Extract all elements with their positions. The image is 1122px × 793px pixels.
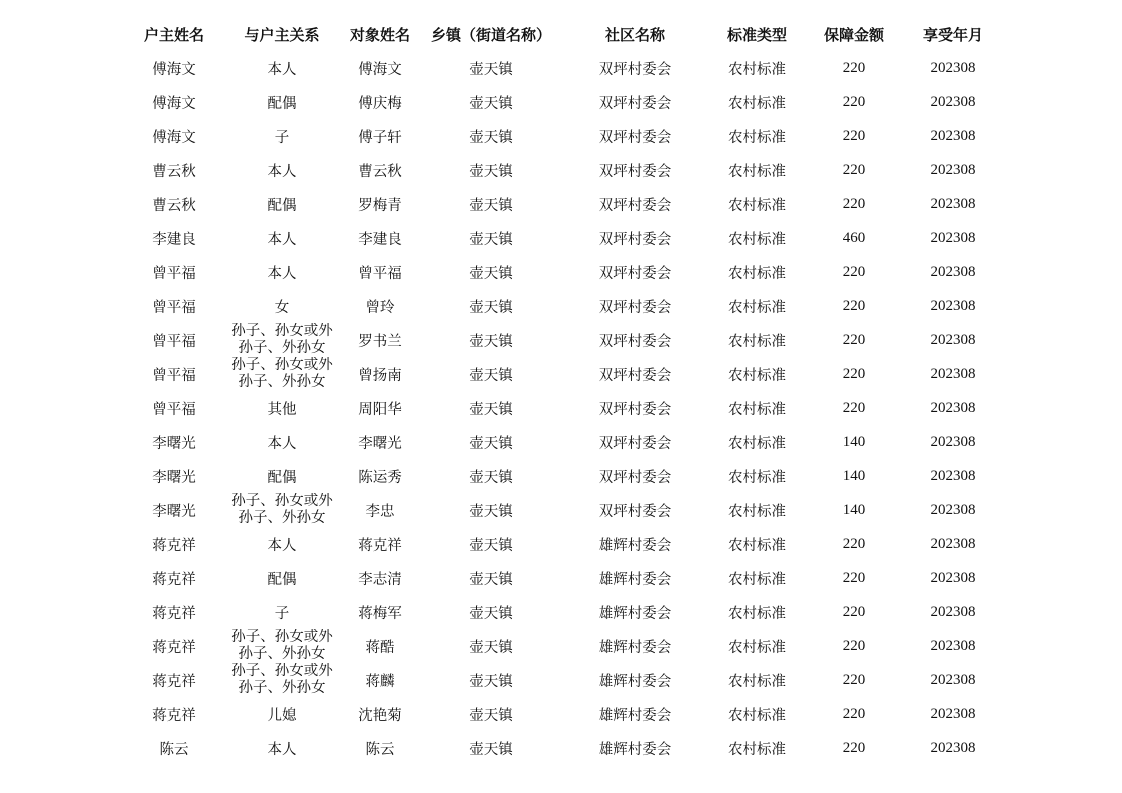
cell-month: 202308 [930, 331, 976, 348]
table-row [121, 153, 1001, 187]
cell-township: 壶天镇 [469, 367, 513, 384]
table-row [121, 85, 1001, 119]
cell-community: 双坪村委会 [598, 299, 672, 316]
cell-householder-name: 李曙光 [152, 503, 196, 520]
cell-standard-type: 农村标准 [728, 265, 786, 282]
cell-householder-name: 李建良 [152, 231, 196, 248]
cell-standard-type: 农村标准 [728, 163, 786, 180]
cell-month: 202308 [930, 127, 976, 144]
cell-township: 壶天镇 [469, 333, 513, 350]
cell-month: 202308 [930, 637, 976, 654]
header-relationship: 与户主关系 [244, 25, 320, 44]
cell-recipient-name: 曹云秋 [358, 163, 402, 180]
table-row [121, 255, 1001, 289]
cell-township: 壶天镇 [469, 61, 513, 78]
cell-standard-type: 农村标准 [728, 401, 786, 418]
cell-amount: 140 [842, 467, 866, 484]
cell-standard-type: 农村标准 [728, 673, 786, 690]
cell-township: 壶天镇 [469, 435, 513, 452]
cell-householder-name: 傅海文 [152, 61, 196, 78]
table-row [121, 527, 1001, 561]
header-community: 社区名称 [604, 25, 665, 44]
cell-township: 壶天镇 [469, 605, 513, 622]
cell-month: 202308 [930, 365, 976, 382]
cell-amount: 140 [842, 433, 866, 450]
cell-relationship [227, 663, 337, 697]
cell-relationship: 子 [274, 605, 290, 622]
cell-standard-type: 农村标准 [728, 129, 786, 146]
cell-relationship: 女 [274, 299, 290, 316]
cell-recipient-name: 曾扬南 [358, 367, 402, 384]
cell-month: 202308 [930, 433, 976, 450]
cell-month: 202308 [930, 603, 976, 620]
cell-month: 202308 [930, 399, 976, 416]
table-row [121, 459, 1001, 493]
cell-householder-name: 蒋克祥 [152, 537, 196, 554]
table-row [121, 289, 1001, 323]
cell-amount: 220 [842, 603, 866, 620]
cell-month: 202308 [930, 229, 976, 246]
cell-householder-name: 李曙光 [152, 435, 196, 452]
cell-recipient-name: 罗梅青 [358, 197, 402, 214]
cell-relationship: 本人 [267, 435, 297, 452]
relationship-text: 孙子、孙女或外孙子、外孙女 [231, 629, 333, 662]
cell-householder-name: 曾平福 [152, 265, 196, 282]
cell-relationship: 子 [274, 129, 290, 146]
table-row [121, 493, 1001, 527]
cell-month: 202308 [930, 161, 976, 178]
cell-community: 双坪村委会 [598, 333, 672, 350]
cell-township: 壶天镇 [469, 95, 513, 112]
cell-township: 壶天镇 [469, 299, 513, 316]
cell-township: 壶天镇 [469, 673, 513, 690]
cell-householder-name: 傅海文 [152, 95, 196, 112]
subsidy-table [121, 17, 1001, 765]
cell-amount: 140 [842, 501, 866, 518]
cell-community: 双坪村委会 [598, 401, 672, 418]
cell-township: 壶天镇 [469, 537, 513, 554]
cell-community: 雄辉村委会 [598, 571, 672, 588]
cell-township: 壶天镇 [469, 401, 513, 418]
cell-standard-type: 农村标准 [728, 367, 786, 384]
cell-amount: 220 [842, 297, 866, 314]
cell-township: 壶天镇 [469, 129, 513, 146]
cell-community: 雄辉村委会 [598, 707, 672, 724]
relationship-text: 孙子、孙女或外孙子、外孙女 [231, 663, 333, 696]
cell-standard-type: 农村标准 [728, 571, 786, 588]
cell-recipient-name: 傅子轩 [358, 129, 402, 146]
cell-recipient-name: 蒋酷 [365, 639, 395, 656]
header-recipient-name: 对象姓名 [349, 25, 410, 44]
cell-township: 壶天镇 [469, 265, 513, 282]
cell-relationship: 本人 [267, 265, 297, 282]
cell-amount: 220 [842, 671, 866, 688]
cell-amount: 220 [842, 93, 866, 110]
cell-relationship: 配偶 [267, 469, 297, 486]
cell-standard-type: 农村标准 [728, 605, 786, 622]
cell-recipient-name: 沈艳菊 [358, 707, 402, 724]
cell-recipient-name: 蒋梅军 [358, 605, 402, 622]
cell-amount: 220 [842, 637, 866, 654]
cell-amount: 220 [842, 705, 866, 722]
table-header-row [121, 17, 1001, 51]
cell-recipient-name: 蒋麟 [365, 673, 395, 690]
table-row [121, 187, 1001, 221]
table-row [121, 425, 1001, 459]
cell-recipient-name: 周阳华 [358, 401, 402, 418]
cell-householder-name: 曹云秋 [152, 197, 196, 214]
cell-amount: 220 [842, 59, 866, 76]
cell-recipient-name: 陈云 [365, 741, 395, 758]
cell-community: 双坪村委会 [598, 231, 672, 248]
cell-community: 双坪村委会 [598, 61, 672, 78]
cell-township: 壶天镇 [469, 197, 513, 214]
cell-amount: 220 [842, 161, 866, 178]
cell-standard-type: 农村标准 [728, 333, 786, 350]
cell-householder-name: 曾平福 [152, 333, 196, 350]
table-row [121, 119, 1001, 153]
document-page [121, 17, 1001, 765]
cell-community: 雄辉村委会 [598, 605, 672, 622]
cell-relationship: 本人 [267, 741, 297, 758]
cell-recipient-name: 傅海文 [358, 61, 402, 78]
cell-township: 壶天镇 [469, 503, 513, 520]
cell-standard-type: 农村标准 [728, 61, 786, 78]
table-row [121, 357, 1001, 391]
cell-amount: 220 [842, 365, 866, 382]
cell-community: 雄辉村委会 [598, 639, 672, 656]
cell-amount: 460 [842, 229, 866, 246]
cell-township: 壶天镇 [469, 571, 513, 588]
cell-recipient-name: 罗书兰 [358, 333, 402, 350]
cell-relationship: 其他 [267, 401, 297, 418]
cell-township: 壶天镇 [469, 231, 513, 248]
cell-recipient-name: 李建良 [358, 231, 402, 248]
cell-householder-name: 曾平福 [152, 299, 196, 316]
cell-standard-type: 农村标准 [728, 707, 786, 724]
cell-householder-name: 曾平福 [152, 367, 196, 384]
cell-recipient-name: 曾玲 [365, 299, 395, 316]
cell-relationship: 配偶 [267, 95, 297, 112]
cell-amount: 220 [842, 127, 866, 144]
table-row [121, 697, 1001, 731]
cell-householder-name: 蒋克祥 [152, 605, 196, 622]
cell-relationship [227, 493, 337, 527]
header-householder-name: 户主姓名 [143, 25, 204, 44]
cell-township: 壶天镇 [469, 163, 513, 180]
cell-amount: 220 [842, 569, 866, 586]
table-row [121, 629, 1001, 663]
table-row [121, 391, 1001, 425]
cell-standard-type: 农村标准 [728, 639, 786, 656]
cell-community: 雄辉村委会 [598, 537, 672, 554]
header-month: 享受年月 [922, 25, 983, 44]
cell-householder-name: 蒋克祥 [152, 639, 196, 656]
cell-standard-type: 农村标准 [728, 503, 786, 520]
cell-recipient-name: 曾平福 [358, 265, 402, 282]
cell-community: 双坪村委会 [598, 367, 672, 384]
cell-householder-name: 蒋克祥 [152, 707, 196, 724]
cell-month: 202308 [930, 59, 976, 76]
cell-month: 202308 [930, 297, 976, 314]
cell-householder-name: 傅海文 [152, 129, 196, 146]
cell-township: 壶天镇 [469, 707, 513, 724]
cell-relationship: 本人 [267, 61, 297, 78]
cell-month: 202308 [930, 739, 976, 756]
cell-relationship: 配偶 [267, 197, 297, 214]
cell-relationship: 配偶 [267, 571, 297, 588]
cell-month: 202308 [930, 535, 976, 552]
cell-community: 双坪村委会 [598, 163, 672, 180]
header-township: 乡镇（街道名称） [430, 25, 551, 44]
cell-householder-name: 蒋克祥 [152, 673, 196, 690]
cell-amount: 220 [842, 331, 866, 348]
cell-community: 双坪村委会 [598, 197, 672, 214]
table-row [121, 561, 1001, 595]
relationship-text: 孙子、孙女或外孙子、外孙女 [231, 357, 333, 390]
relationship-text: 孙子、孙女或外孙子、外孙女 [231, 493, 333, 526]
cell-amount: 220 [842, 739, 866, 756]
cell-month: 202308 [930, 671, 976, 688]
table-row [121, 663, 1001, 697]
cell-community: 双坪村委会 [598, 265, 672, 282]
cell-relationship: 儿媳 [267, 707, 297, 724]
cell-standard-type: 农村标准 [728, 197, 786, 214]
cell-community: 双坪村委会 [598, 503, 672, 520]
cell-standard-type: 农村标准 [728, 299, 786, 316]
cell-householder-name: 曹云秋 [152, 163, 196, 180]
table-row [121, 51, 1001, 85]
relationship-text: 孙子、孙女或外孙子、外孙女 [231, 323, 333, 356]
cell-recipient-name: 李曙光 [358, 435, 402, 452]
cell-township: 壶天镇 [469, 639, 513, 656]
cell-community: 双坪村委会 [598, 95, 672, 112]
cell-standard-type: 农村标准 [728, 469, 786, 486]
cell-standard-type: 农村标准 [728, 231, 786, 248]
cell-month: 202308 [930, 467, 976, 484]
cell-amount: 220 [842, 195, 866, 212]
header-standard-type: 标准类型 [726, 25, 787, 44]
cell-relationship: 本人 [267, 537, 297, 554]
cell-standard-type: 农村标准 [728, 537, 786, 554]
cell-month: 202308 [930, 195, 976, 212]
header-amount: 保障金额 [823, 25, 884, 44]
cell-householder-name: 蒋克祥 [152, 571, 196, 588]
cell-amount: 220 [842, 399, 866, 416]
cell-householder-name: 曾平福 [152, 401, 196, 418]
cell-standard-type: 农村标准 [728, 435, 786, 452]
cell-recipient-name: 李忠 [365, 503, 395, 520]
cell-community: 双坪村委会 [598, 469, 672, 486]
cell-month: 202308 [930, 501, 976, 518]
cell-relationship: 本人 [267, 231, 297, 248]
cell-recipient-name: 蒋克祥 [358, 537, 402, 554]
cell-amount: 220 [842, 263, 866, 280]
cell-community: 双坪村委会 [598, 129, 672, 146]
cell-recipient-name: 李志清 [358, 571, 402, 588]
table-row [121, 323, 1001, 357]
cell-month: 202308 [930, 93, 976, 110]
cell-relationship: 本人 [267, 163, 297, 180]
cell-community: 双坪村委会 [598, 435, 672, 452]
cell-standard-type: 农村标准 [728, 741, 786, 758]
cell-relationship [227, 357, 337, 391]
cell-month: 202308 [930, 705, 976, 722]
cell-month: 202308 [930, 569, 976, 586]
cell-community: 雄辉村委会 [598, 741, 672, 758]
cell-householder-name: 李曙光 [152, 469, 196, 486]
cell-householder-name: 陈云 [159, 741, 189, 758]
cell-amount: 220 [842, 535, 866, 552]
cell-month: 202308 [930, 263, 976, 280]
table-row [121, 595, 1001, 629]
cell-township: 壶天镇 [469, 741, 513, 758]
table-row [121, 731, 1001, 765]
cell-recipient-name: 陈运秀 [358, 469, 402, 486]
cell-standard-type: 农村标准 [728, 95, 786, 112]
table-row [121, 221, 1001, 255]
cell-relationship [227, 629, 337, 663]
cell-relationship [227, 323, 337, 357]
table-body [121, 51, 1001, 765]
cell-township: 壶天镇 [469, 469, 513, 486]
cell-recipient-name: 傅庆梅 [358, 95, 402, 112]
cell-community: 雄辉村委会 [598, 673, 672, 690]
